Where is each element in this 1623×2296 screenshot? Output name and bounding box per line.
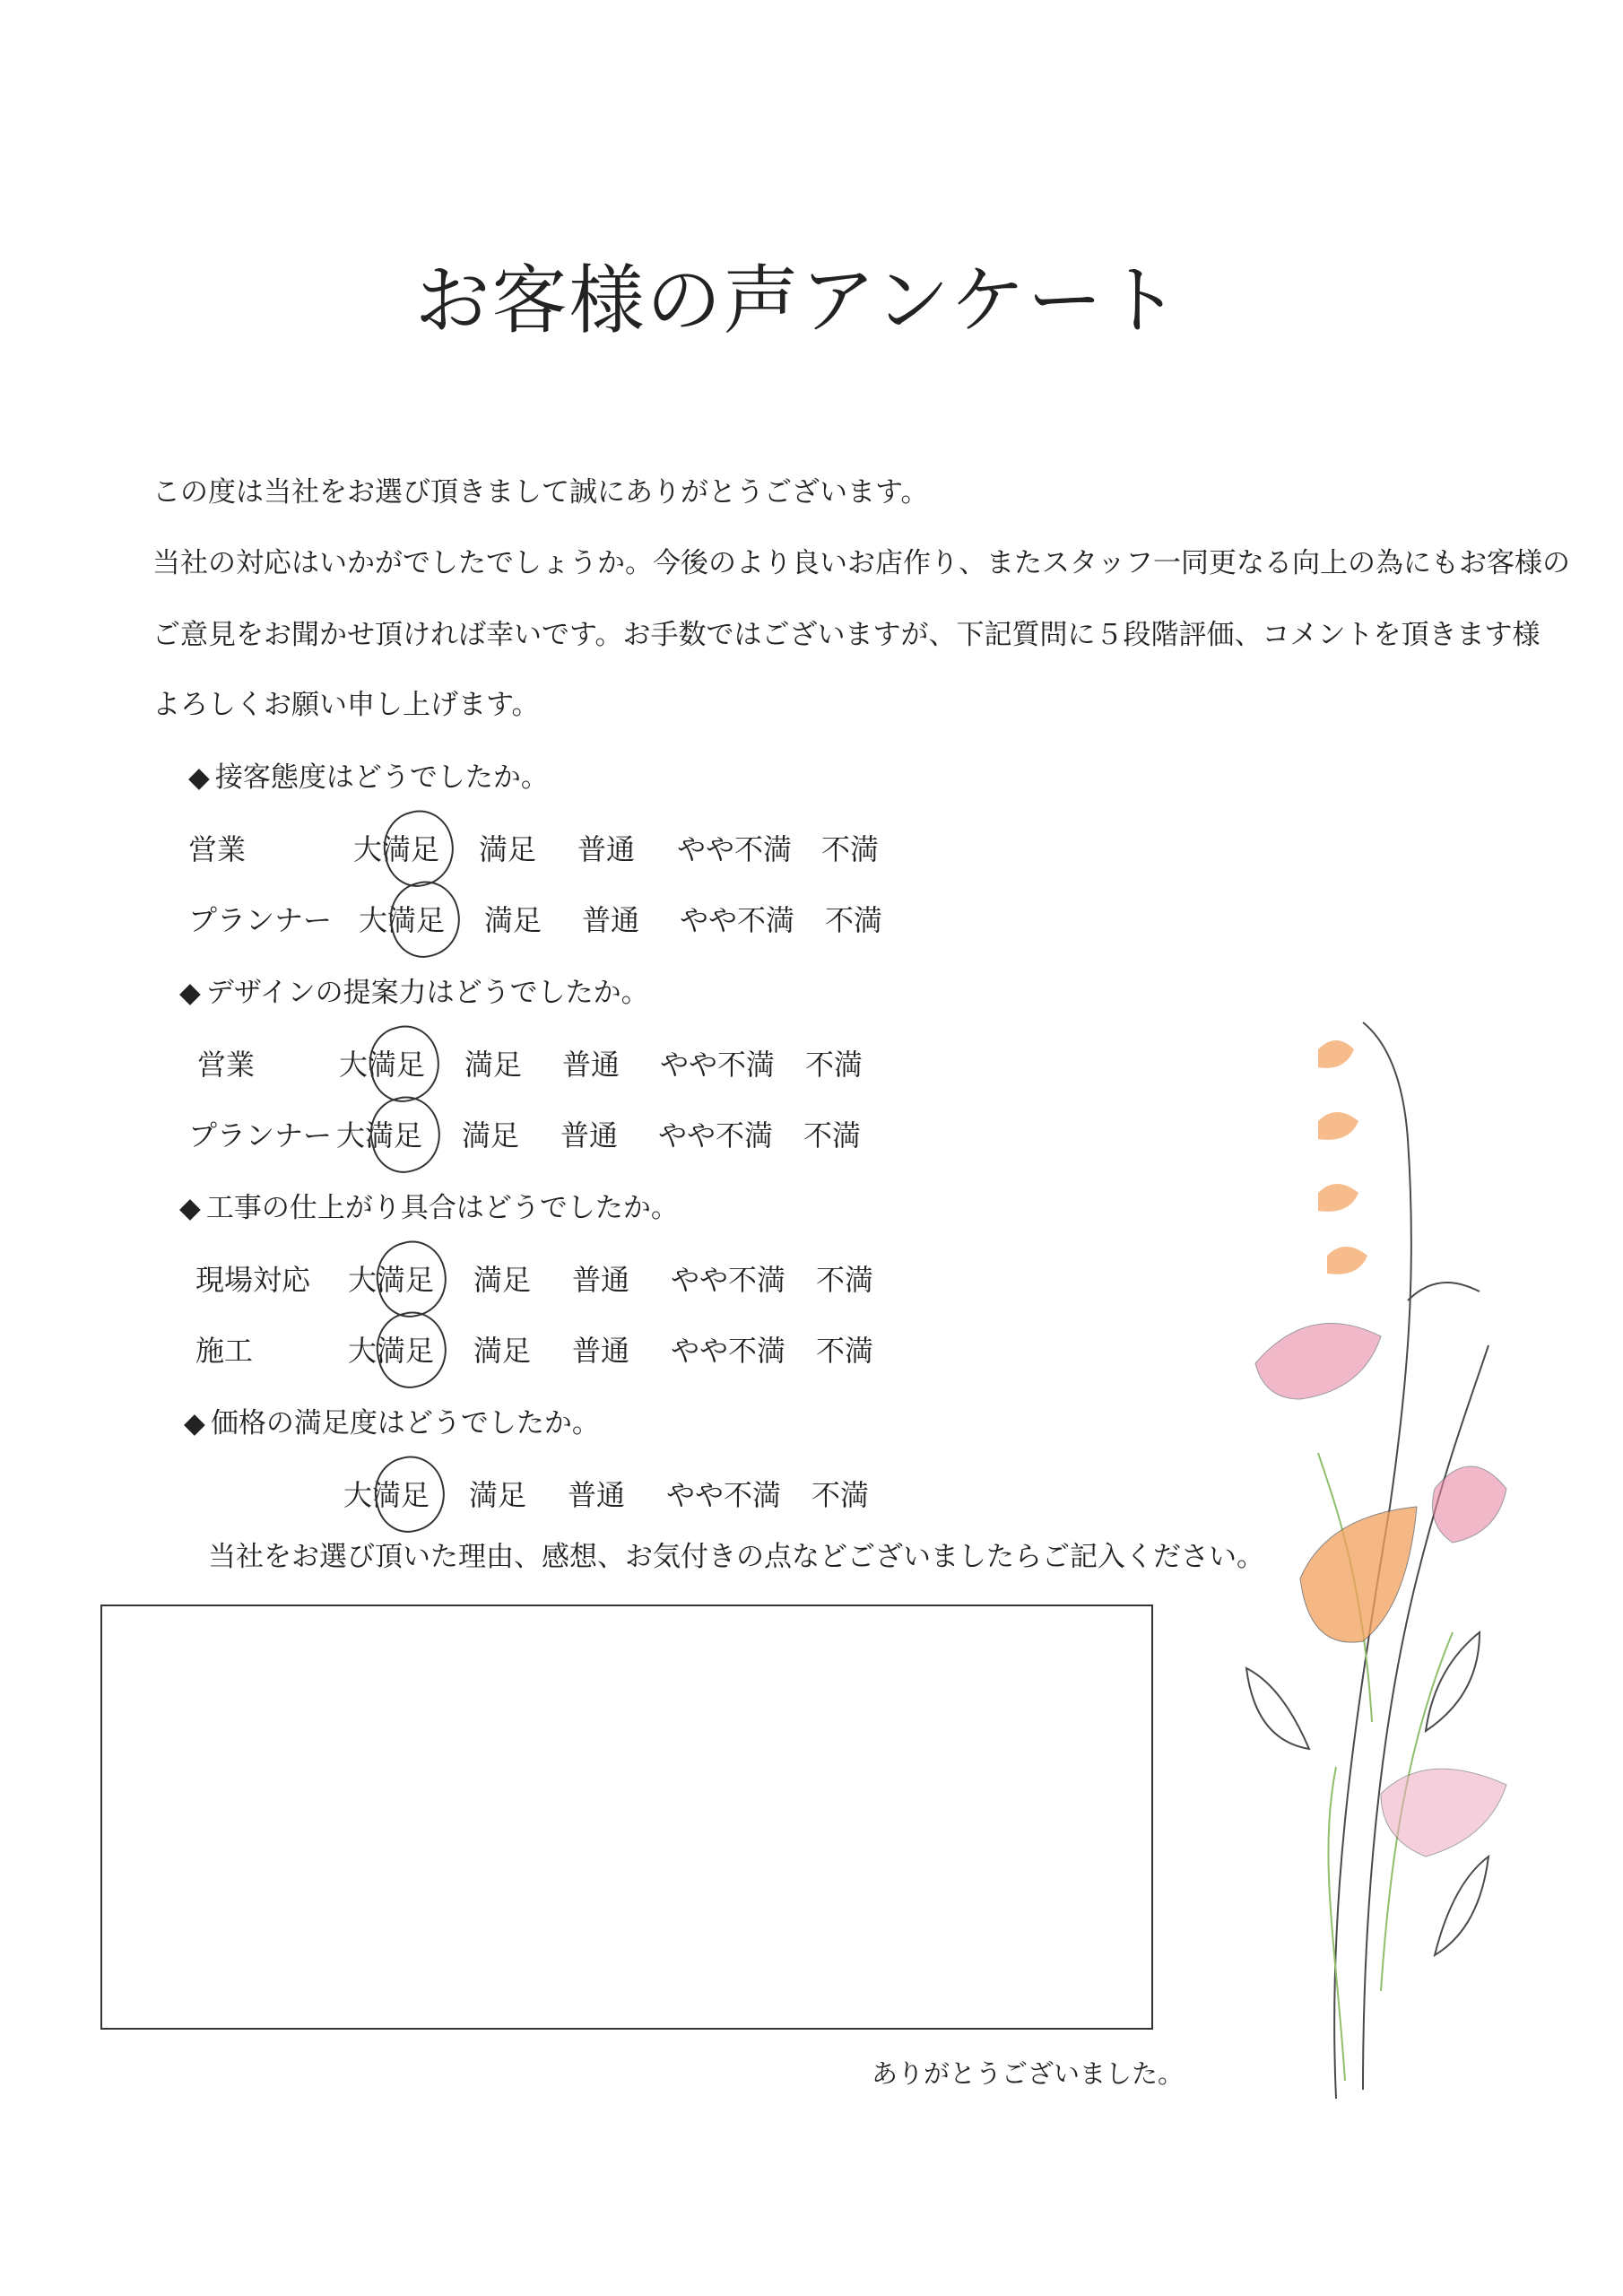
orange-bud-icon [1318, 1040, 1367, 1274]
option-satisfied[interactable]: 満足 [473, 1263, 532, 1297]
option-satisfied[interactable]: 満足 [484, 903, 542, 937]
diamond-bullet-icon: ◆ [179, 977, 201, 1009]
floral-illustration [1228, 1004, 1533, 2117]
orange-flower-icon [1300, 1507, 1417, 1642]
question-heading [184, 1400, 600, 1440]
row-label: 営業 [197, 1048, 256, 1082]
selection-circle [369, 1234, 455, 1324]
option-neutral[interactable]: 普通 [572, 1263, 630, 1297]
option-neutral[interactable]: 普通 [582, 903, 640, 937]
intro-line-2: 当社の対応はいかがでしたでしょうか。今後のより良いお店作り、またスタッフ一同更なる向上の為にもお客様の [152, 547, 1570, 579]
option-dissatisfied[interactable]: 不満 [812, 1478, 870, 1512]
option-dissatisfied[interactable]: 不満 [816, 1334, 874, 1368]
question-text: 工事の仕上がり具合はどうでしたか。 [205, 1192, 679, 1224]
option-neutral[interactable]: 普通 [572, 1334, 630, 1368]
option-satisfied[interactable]: 満足 [479, 832, 537, 866]
option-very-satisfied[interactable]: 大満足 [348, 1334, 435, 1368]
option-very-satisfied[interactable]: 大満足 [339, 1048, 426, 1082]
row-label: プランナー [188, 1118, 333, 1152]
option-dissatisfied[interactable]: 不満 [825, 903, 883, 937]
option-somewhat-dissatisfied[interactable]: やや不満 [680, 903, 795, 937]
option-somewhat-dissatisfied[interactable]: やや不満 [660, 1048, 776, 1082]
selection-circle [369, 1305, 455, 1395]
comment-prompt: 当社をお選び頂いた理由、感想、お気付きの点などございましたらご記入ください。 [208, 1541, 1264, 1573]
option-somewhat-dissatisfied[interactable]: やや不満 [671, 1263, 786, 1297]
row-label: 営業 [188, 832, 247, 866]
closing-message: ありがとうございました。 [872, 2058, 1185, 2089]
diamond-bullet-icon: ◆ [188, 761, 210, 794]
diamond-bullet-icon: ◆ [184, 1407, 205, 1439]
selection-circle [362, 1090, 448, 1179]
option-satisfied[interactable]: 満足 [469, 1478, 527, 1512]
intro-line-3: ご意見をお聞かせ頂ければ幸いです。お手数ではございますが、下記質問に５段階評価、コメントを頂きます様 [152, 619, 1541, 651]
option-dissatisfied[interactable]: 不満 [821, 832, 880, 866]
selection-circle [382, 874, 468, 964]
question-text: デザインの提案力はどうでしたか。 [205, 977, 649, 1009]
option-satisfied[interactable]: 満足 [473, 1334, 532, 1368]
option-very-satisfied[interactable]: 大満足 [343, 1478, 430, 1512]
diamond-bullet-icon: ◆ [179, 1192, 201, 1224]
option-dissatisfied[interactable]: 不満 [816, 1263, 874, 1297]
row-label: 現場対応 [195, 1263, 311, 1297]
option-very-satisfied[interactable]: 大満足 [348, 1263, 435, 1297]
comment-box[interactable] [100, 1605, 1153, 2030]
selection-circle [361, 1019, 447, 1109]
question-text: 価格の満足度はどうでしたか。 [210, 1407, 600, 1439]
option-neutral[interactable]: 普通 [577, 832, 636, 866]
option-somewhat-dissatisfied[interactable]: やや不満 [666, 1478, 782, 1512]
option-satisfied[interactable]: 満足 [464, 1048, 523, 1082]
selection-circle [376, 804, 462, 893]
option-somewhat-dissatisfied[interactable]: やや不満 [658, 1118, 774, 1152]
option-neutral[interactable]: 普通 [562, 1048, 621, 1082]
page-title: お客様の声アンケート [414, 257, 1182, 344]
question-heading [179, 1185, 679, 1225]
option-dissatisfied[interactable]: 不満 [803, 1118, 862, 1152]
option-neutral[interactable]: 普通 [560, 1118, 619, 1152]
option-neutral[interactable]: 普通 [568, 1478, 626, 1512]
option-very-satisfied[interactable]: 大満足 [336, 1118, 423, 1152]
option-somewhat-dissatisfied[interactable]: やや不満 [677, 832, 793, 866]
option-somewhat-dissatisfied[interactable]: やや不満 [671, 1334, 786, 1368]
question-text: 接客態度はどうでしたか。 [214, 761, 549, 794]
question-heading [188, 754, 549, 795]
option-very-satisfied[interactable]: 大満足 [353, 832, 440, 866]
option-dissatisfied[interactable]: 不満 [805, 1048, 864, 1082]
selection-circle [367, 1449, 453, 1539]
question-heading [179, 970, 649, 1010]
row-label: プランナー [188, 903, 333, 937]
intro-line-4: よろしくお願い申し上げます。 [152, 689, 540, 721]
option-satisfied[interactable]: 満足 [462, 1118, 520, 1152]
intro-line-1: この度は当社をお選び頂きまして誠にありがとうございます。 [152, 476, 929, 509]
row-label: 施工 [195, 1334, 254, 1368]
option-very-satisfied[interactable]: 大満足 [359, 903, 446, 937]
